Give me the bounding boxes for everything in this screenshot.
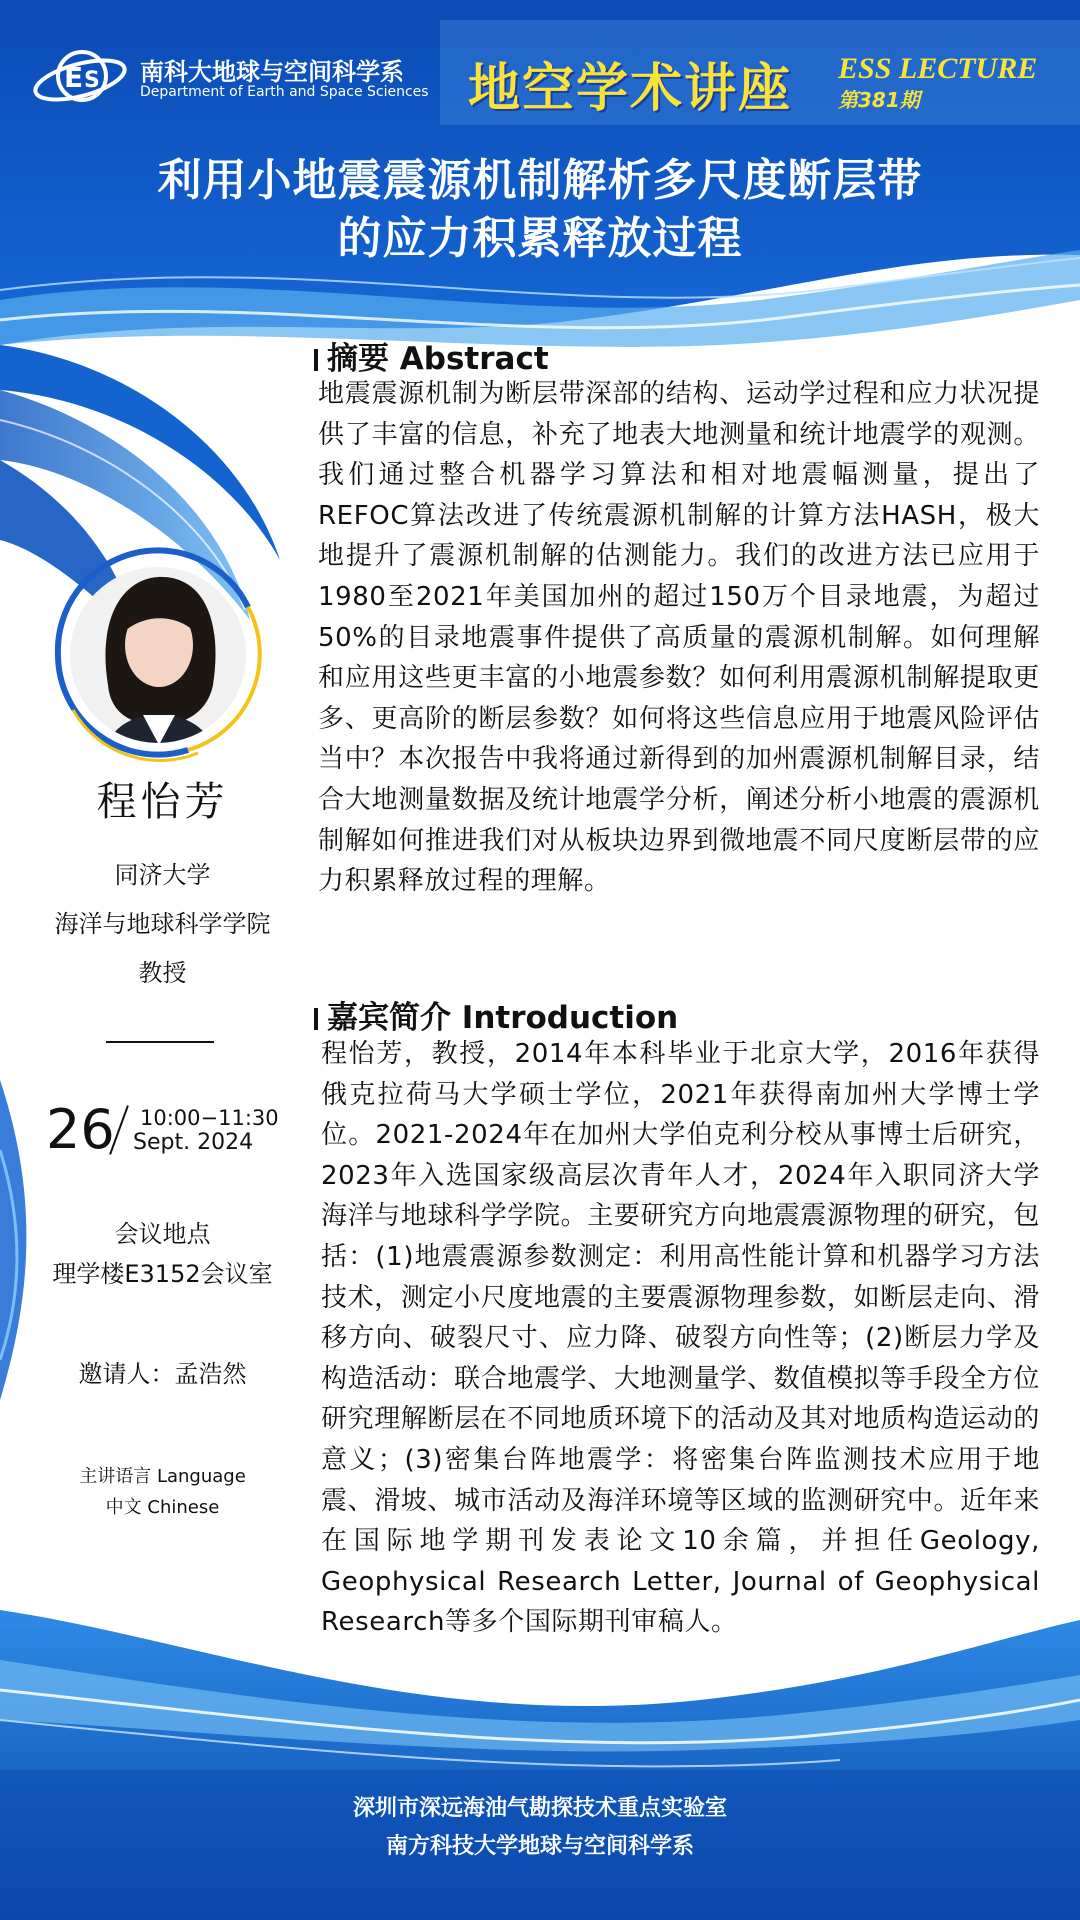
heading-bar <box>314 1008 318 1030</box>
inviter: 邀请人：孟浩然 <box>78 1360 247 1388</box>
department-name-cn: 南科大地球与空间科学系 <box>140 58 404 86</box>
department-name-en: Department of Earth and Space Sciences <box>140 84 429 100</box>
introduction-heading <box>314 992 678 1037</box>
svg-text:E: E <box>64 61 84 94</box>
speaker-affiliation-school: 海洋与地球科学学院 <box>54 910 271 938</box>
lecture-series-en: ESS LECTURE <box>838 52 1038 85</box>
talk-title-line2: 的应力积累释放过程 <box>337 213 743 264</box>
venue: 理学楼E3152会议室 <box>52 1260 273 1288</box>
speaker-portrait <box>38 535 278 775</box>
svg-text:S: S <box>84 68 100 93</box>
introduction-text: 程怡芳，教授，2014年本科毕业于北京大学，2016年获得俄克拉荷马大学硕士学位，2021年获得南加州大学博士学位。2021-2024年在加州大学伯克利分校从事博士后研究，2023年入选国家级高层次青年人才，2024年入职同济大学海洋与地球科学学院。主要研究方向地震震源物理的研究，包括：(1)地震震源参数测定：利用高性能计算和机器学习方法技术，测定小尺度地震的主要震源物理参数，如断层走向、滑移方向、破裂尺寸、应力降、破裂方向性等；(2)断层力学及构造活动：联合地震学、大地测量学、数值模拟等手段全方位研究理解断层在不同地质环境下的活动及其对地质构造运动的意义；(3)密集台阵地震学：将密集台阵监测技术应用于地震、滑坡、城市活动及海洋环境等区域的监测研究中。近年来在国际地学期刊发表论文10余篇，并担任Geology, Geophysical Research Letter, Journal of Geophysical Research等多个国际期刊审稿人。 <box>321 1039 1040 1638</box>
abstract-text: 地震震源机制为断层带深部的结构、运动学过程和应力状况提供了丰富的信息，补充了地表大地测量和统计地震学的观测。我们通过整合机器学习算法和相对地震幅测量，提出了REFOC算法改进了传统震源机制解的计算方法HASH，极大地提升了震源机制解的估测能力。我们的改进方法已应用于1980至2021年美国加州的超过150万个目录地震，为超过50%的目录地震事件提供了高质量的震源机制解。如何理解和应用这些更丰富的小地震参数？如何利用震源机制解提取更多、更高阶的断层参数？如何将这些信息应用于地震风险评估当中？本次报告中我将通过新得到的加州震源机制解目录，结合大地测量数据及统计地震学分析，阐述分析小地震的震源机制解如何推进我们对从板块边界到微地震不同尺度断层带的应力积累释放过程的理解。 <box>318 379 1040 897</box>
divider <box>106 1041 214 1043</box>
footer-lab: 深圳市深远海油气勘探技术重点实验室 <box>352 1796 727 1821</box>
language-label: 主讲语言 Language <box>79 1466 246 1487</box>
event-day: 26 <box>46 1098 115 1161</box>
talk-title <box>40 152 1040 268</box>
speaker-name: 程怡芳 <box>96 779 229 825</box>
venue-label: 会议地点 <box>114 1220 211 1248</box>
event-time: 10:00−11:30 <box>140 1106 279 1130</box>
heading-bar <box>314 349 318 371</box>
event-month-year: Sept. 2024 <box>133 1130 254 1155</box>
lecture-number: 第381期 <box>838 88 920 112</box>
introduction-heading-text: 嘉宾简介 Introduction <box>327 1000 679 1036</box>
speaker-position: 教授 <box>138 959 187 987</box>
abstract-heading-text: 摘要 Abstract <box>327 341 549 377</box>
language: 中文 Chinese <box>105 1497 220 1518</box>
ess-logo-icon <box>30 42 135 112</box>
speaker-affiliation-university: 同济大学 <box>114 861 211 889</box>
header <box>0 0 1080 130</box>
abstract-heading <box>314 333 549 378</box>
lecture-series-title: 地空学术讲座 <box>468 58 793 119</box>
talk-title-line1: 利用小地震震源机制解析多尺度断层带 <box>157 155 923 206</box>
footer-department: 南方科技大学地球与空间科学系 <box>385 1834 694 1859</box>
